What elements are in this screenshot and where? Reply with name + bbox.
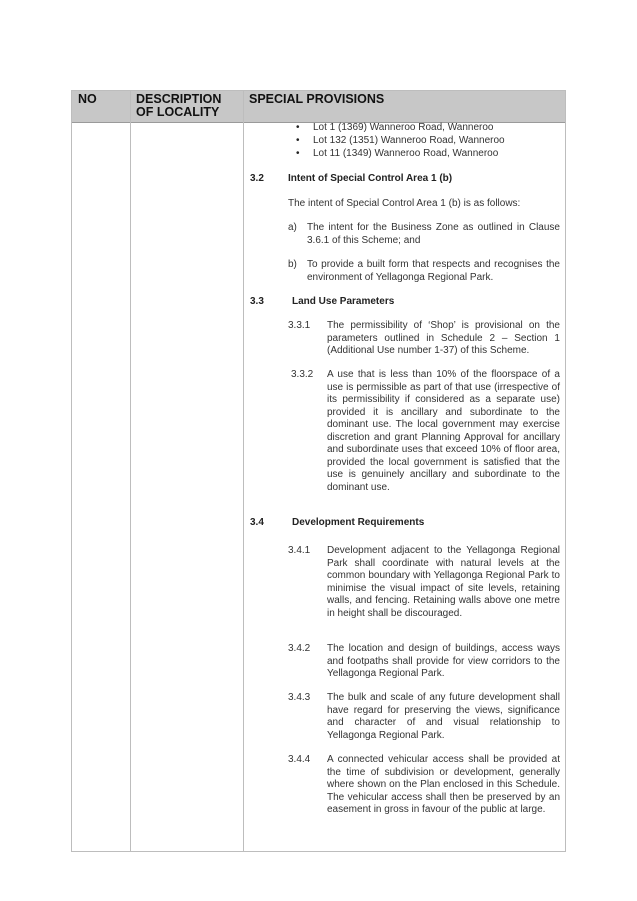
list-item: Lot 132 (1351) Wanneroo Road, Wanneroo	[313, 135, 505, 146]
section-intro: The intent of Special Control Area 1 (b) is as follows:	[288, 198, 521, 209]
clause-number: 3.4.4	[288, 754, 311, 765]
clause-text: The bulk and scale of any future development shall have regard for preserving the views, significance and character of and visual relationship to Yellagonga Regional Park.	[327, 692, 560, 741]
header-special-provisions: SPECIAL PROVISIONS	[249, 92, 385, 106]
item-label: b)	[288, 259, 297, 270]
list-item: Lot 1 (1369) Wanneroo Road, Wanneroo	[313, 122, 494, 133]
clause-number: 3.4.3	[288, 692, 311, 703]
clause-number: 3.4.2	[288, 643, 311, 654]
clause-text: The location and design of buildings, access ways and footpaths shall provide for view corridors to the Yellagonga Regional Park.	[327, 643, 560, 679]
item-text: The intent for the Business Zone as outlined in Clause 3.6.1 of this Scheme; and	[307, 222, 560, 246]
section-heading: Land Use Parameters	[292, 296, 395, 307]
header-no: NO	[78, 92, 97, 106]
clause-text: Development adjacent to the Yellagonga Regional Park shall coordinate with natural levels at the common boundary with Yellagonga Regional Park to minimise the visual impact of site levels, retaining walls, and fencing. Retaining walls above one metre in height shall be discouraged.	[327, 545, 560, 619]
item-label: a)	[288, 222, 297, 233]
clause-text: A use that is less than 10% of the floorspace of a use is permissible as part of that use (irrespective of its permissibility if considered as a separate use) provided it is ancillary and subordinate to the dominant use. The local government may exercise discretion and grant Planning Approval for ancillary and subordinate uses that exceed 10% of floor area, provided the local government is satisfied that the use is genuinely ancillary and subordinate to the dominant use.	[327, 369, 560, 493]
column-divider-2	[243, 91, 244, 851]
clause-number: 3.4.1	[288, 545, 311, 556]
header-description: DESCRIPTION OF LOCALITY	[136, 92, 222, 119]
list-item: Lot 11 (1349) Wanneroo Road, Wanneroo	[313, 148, 499, 159]
bullet-icon: •	[296, 122, 300, 133]
clause-number: 3.3.2	[291, 369, 314, 380]
column-divider-1	[130, 91, 131, 851]
item-text: To provide a built form that respects and recognises the environment of Yellagonga Regional Park.	[307, 259, 560, 283]
clause-number: 3.3.1	[288, 320, 311, 331]
clause-text: The permissibility of ‘Shop’ is provisional on the parameters outlined in Schedule 2 – Section 1 (Additional Use number 1-37) of this Scheme.	[327, 320, 560, 356]
section-heading: Intent of Special Control Area 1 (b)	[288, 173, 453, 184]
section-number: 3.4	[250, 517, 264, 528]
section-number: 3.3	[250, 296, 264, 307]
clause-text: A connected vehicular access shall be provided at the time of subdivision or development, generally where shown on the Plan enclosed in this Schedule. The vehicular access shall then be preserved by an easement in gross in favour of the public at large.	[327, 754, 560, 815]
section-number: 3.2	[250, 173, 264, 184]
section-heading: Development Requirements	[292, 517, 425, 528]
bullet-icon: •	[296, 148, 300, 159]
bullet-icon: •	[296, 135, 300, 146]
table-header	[72, 91, 565, 123]
